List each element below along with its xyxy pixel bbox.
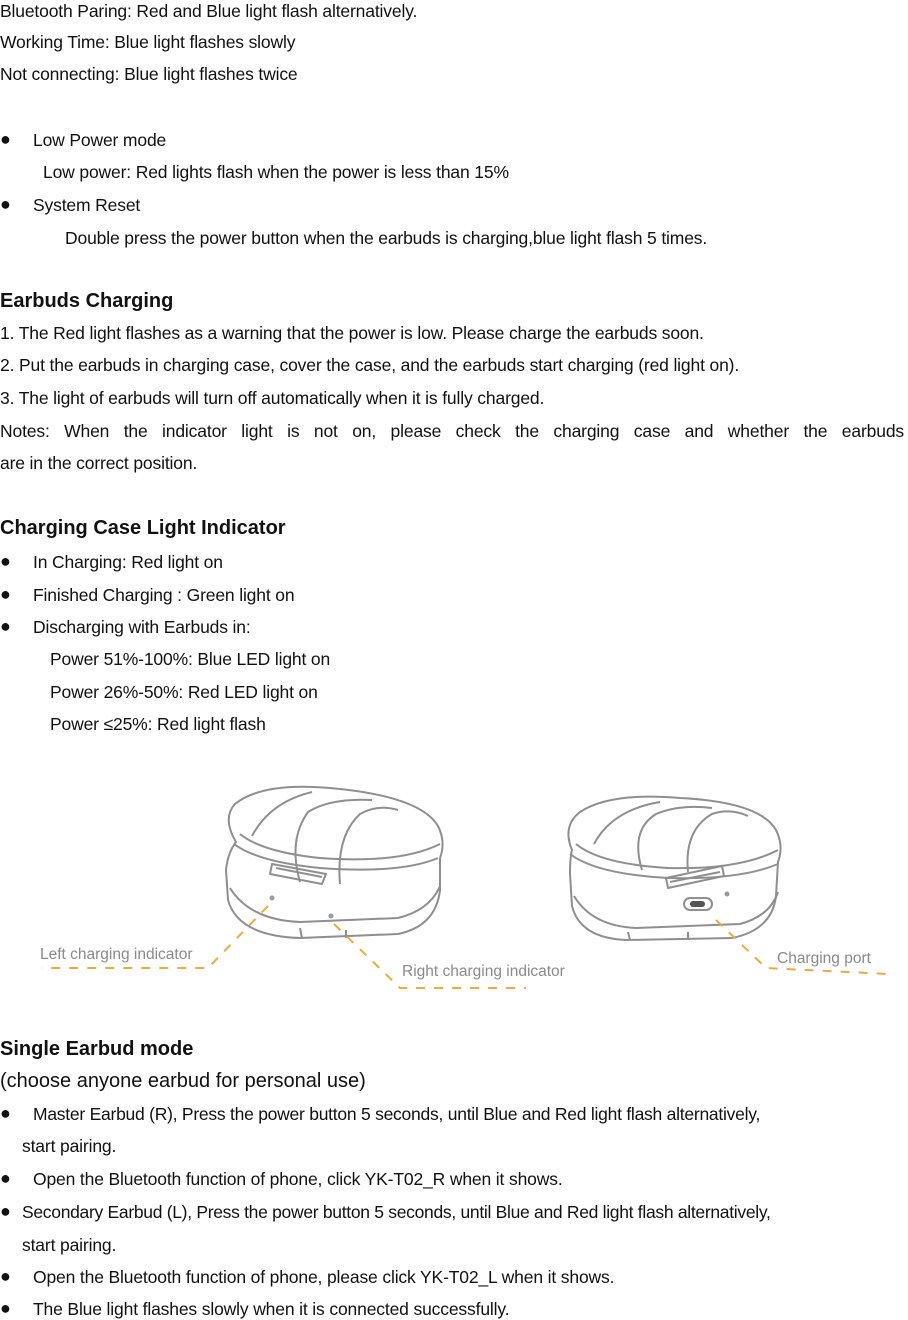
bullet-icon: ● xyxy=(0,129,11,149)
working-text: Working Time: Blue light flashes slowly xyxy=(0,32,296,52)
charging-notes-line-2: are in the correct position. xyxy=(0,453,198,473)
bullet-icon: ● xyxy=(0,1201,11,1221)
right-charging-case xyxy=(568,797,780,940)
case-indicator-heading: Charging Case Light Indicator xyxy=(0,517,286,539)
single-mode-heading: Single Earbud mode xyxy=(0,1038,194,1060)
bullet-icon: ● xyxy=(0,1103,11,1123)
connected-text: The Blue light flashes slowly when it is connected successfully. xyxy=(33,1299,510,1319)
power-high-text: Power 51%-100%: Blue LED light on xyxy=(50,649,331,669)
bullet-icon: ● xyxy=(0,194,11,214)
power-low-text: Power ≤25%: Red light flash xyxy=(50,714,266,734)
not-connecting-text: Not connecting: Blue light flashes twice xyxy=(0,64,298,84)
open-bt-left: Open the Bluetooth function of phone, please click YK-T02_L when it shows. xyxy=(33,1267,615,1287)
bullet-icon: ● xyxy=(0,1168,11,1188)
pairing-text: Bluetooth Paring: Red and Blue light flash alternatively. xyxy=(0,1,418,21)
left-indicator-dot xyxy=(270,896,275,901)
charging-port-label: Charging port xyxy=(777,950,871,967)
charging-step-2: 2. Put the earbuds in charging case, cover the case, and the earbuds start charging (red light on). xyxy=(0,355,740,375)
bullet-icon: ● xyxy=(0,616,11,636)
right-indicator-dot xyxy=(329,914,334,919)
discharging-text: Discharging with Earbuds in: xyxy=(33,617,251,637)
right-indicator-label: Right charging indicator xyxy=(402,963,565,980)
low-power-desc: Low power: Red lights flash when the power is less than 15% xyxy=(43,162,509,182)
in-charging-text: In Charging: Red light on xyxy=(33,552,223,572)
status-dot xyxy=(725,892,730,897)
earbuds-charging-heading: Earbuds Charging xyxy=(0,290,174,312)
master-line-2: start pairing. xyxy=(22,1136,117,1156)
bullet-icon: ● xyxy=(0,1266,11,1286)
power-mid-text: Power 26%-50%: Red LED light on xyxy=(50,682,318,702)
master-line-1: Master Earbud (R), Press the power button 5 seconds, until Blue and Red light flash alternatively, xyxy=(33,1104,761,1124)
reset-title: System Reset xyxy=(33,195,141,215)
reset-desc: Double press the power button when the earbuds is charging,blue light flash 5 times. xyxy=(65,228,708,248)
finished-charging-text: Finished Charging : Green light on xyxy=(33,585,295,605)
left-indicator-label: Left charging indicator xyxy=(40,946,193,963)
charging-step-3: 3. The light of earbuds will turn off automatically when it is fully charged. xyxy=(0,388,545,408)
left-charging-case xyxy=(226,787,443,938)
charging-notes-line-1: Notes: When the indicator light is not on, please check the charging case and whether the earbuds xyxy=(0,421,904,441)
open-bt-right: Open the Bluetooth function of phone, click YK-T02_R when it shows. xyxy=(33,1169,563,1189)
secondary-line-2: start pairing. xyxy=(22,1235,117,1255)
charging-port-icon xyxy=(690,901,705,907)
bullet-icon: ● xyxy=(0,1298,11,1318)
bullet-icon: ● xyxy=(0,551,11,571)
bullet-icon: ● xyxy=(0,584,11,604)
secondary-line-1: Secondary Earbud (L), Press the power button 5 seconds, until Blue and Red light flash alternatively, xyxy=(22,1202,771,1222)
single-mode-subheading: (choose anyone earbud for personal use) xyxy=(0,1070,366,1092)
charging-step-1: 1. The Red light flashes as a warning that the power is low. Please charge the earbuds soon. xyxy=(0,323,704,343)
low-power-title: Low Power mode xyxy=(33,130,167,150)
